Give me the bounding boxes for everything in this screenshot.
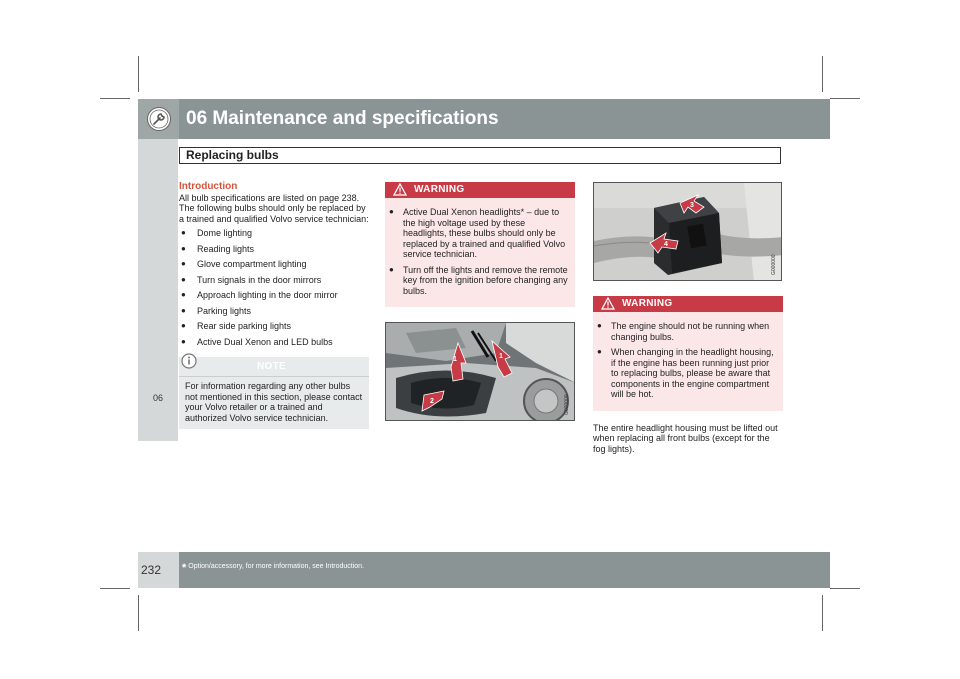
list-item: ● Turn off the lights and remove the remote key from the ignition before changing any bulbs. xyxy=(387,265,569,297)
warning-triangle-icon xyxy=(601,297,615,310)
list-item: ● Glove compartment lighting xyxy=(179,259,369,270)
warning-list xyxy=(595,321,777,400)
housing-text: The entire headlight housing must be lifted out when replacing all front bulbs (except for the fog lights). xyxy=(593,422,778,454)
image-code: G000000 xyxy=(564,394,570,415)
arrow-1-left-label: 1 xyxy=(453,356,457,363)
list-item: ● Parking lights xyxy=(179,306,369,317)
arrow-2-label: 2 xyxy=(430,398,434,405)
column-introduction xyxy=(179,182,369,429)
connector-photo xyxy=(593,182,782,281)
chapter-icon-box xyxy=(138,99,179,139)
footnote xyxy=(182,562,364,574)
column-warning xyxy=(385,182,575,335)
bulb-list xyxy=(179,228,369,347)
warning-box xyxy=(385,182,575,307)
note-header xyxy=(179,357,369,377)
warning-label: WARNING xyxy=(414,184,465,195)
footnote-text: Option/accessory, for more information, see Introduction. xyxy=(188,563,365,570)
list-item: ● The engine should not be running when changing bulbs. xyxy=(595,321,777,342)
warning-header xyxy=(593,296,783,312)
arrow-3-label: 3 xyxy=(690,202,694,209)
list-item: ● Dome lighting xyxy=(179,228,369,239)
chapter-title: 06 Maintenance and specifications xyxy=(186,108,499,129)
crop-mark xyxy=(100,98,130,99)
list-item: ● Rear side parking lights xyxy=(179,321,369,332)
warning-triangle-icon xyxy=(393,183,407,196)
crop-mark xyxy=(822,56,823,92)
wrench-icon xyxy=(146,106,172,132)
warning-header xyxy=(385,182,575,198)
list-item: ● Reading lights xyxy=(179,244,369,255)
chapter-number: 06 xyxy=(152,393,163,403)
section-title: Replacing bulbs xyxy=(179,147,781,164)
engine-bay-illustration xyxy=(386,323,575,421)
warning-box xyxy=(593,296,783,411)
crop-mark xyxy=(100,588,130,589)
warning-list xyxy=(387,207,569,296)
headlight-housing-photo xyxy=(385,322,575,421)
crop-mark xyxy=(830,98,860,99)
image-code: G000000 xyxy=(771,254,777,275)
introduction-heading: Introduction xyxy=(179,181,238,192)
note-label: NOTE xyxy=(257,361,286,372)
list-item: ● Approach lighting in the door mirror xyxy=(179,290,369,301)
crop-mark xyxy=(830,588,860,589)
list-item: ● Active Dual Xenon and LED bulbs xyxy=(179,337,369,348)
list-item: ● When changing in the headlight housing, if the engine has been running just prior to replacing bulbs, please be aware that components in the engine compartment will be hot. xyxy=(595,347,777,400)
list-item: ● Turn signals in the door mirrors xyxy=(179,275,369,286)
column-housing xyxy=(593,296,783,454)
chapter-sidebar xyxy=(138,139,178,441)
info-icon xyxy=(181,353,197,369)
warning-body xyxy=(385,198,575,307)
footnote-asterisk: * xyxy=(182,562,187,574)
arrow-4-label: 4 xyxy=(664,241,668,248)
note-text: For information regarding any other bulbs not mentioned in this section, please contact your Volvo retailer or a trained and authorized Volvo service technician. xyxy=(185,381,363,423)
warning-body xyxy=(593,312,783,411)
introduction-text: All bulb specifications are listed on page 238. The following bulbs should only be replaced by a trained and qualified Volvo service technician: xyxy=(179,192,369,224)
crop-mark xyxy=(822,595,823,631)
list-item: ● Active Dual Xenon headlights* – due to the high voltage used by these headlights, these bulbs should only be replaced by a trained and qualified Volvo service technician. xyxy=(387,207,569,260)
note-box xyxy=(179,357,369,429)
warning-label: WARNING xyxy=(622,298,673,309)
page-number: 232 xyxy=(141,563,162,577)
crop-mark xyxy=(138,595,139,631)
crop-mark xyxy=(138,56,139,92)
arrow-1-right-label: 1 xyxy=(499,353,503,360)
connector-illustration xyxy=(594,183,782,281)
